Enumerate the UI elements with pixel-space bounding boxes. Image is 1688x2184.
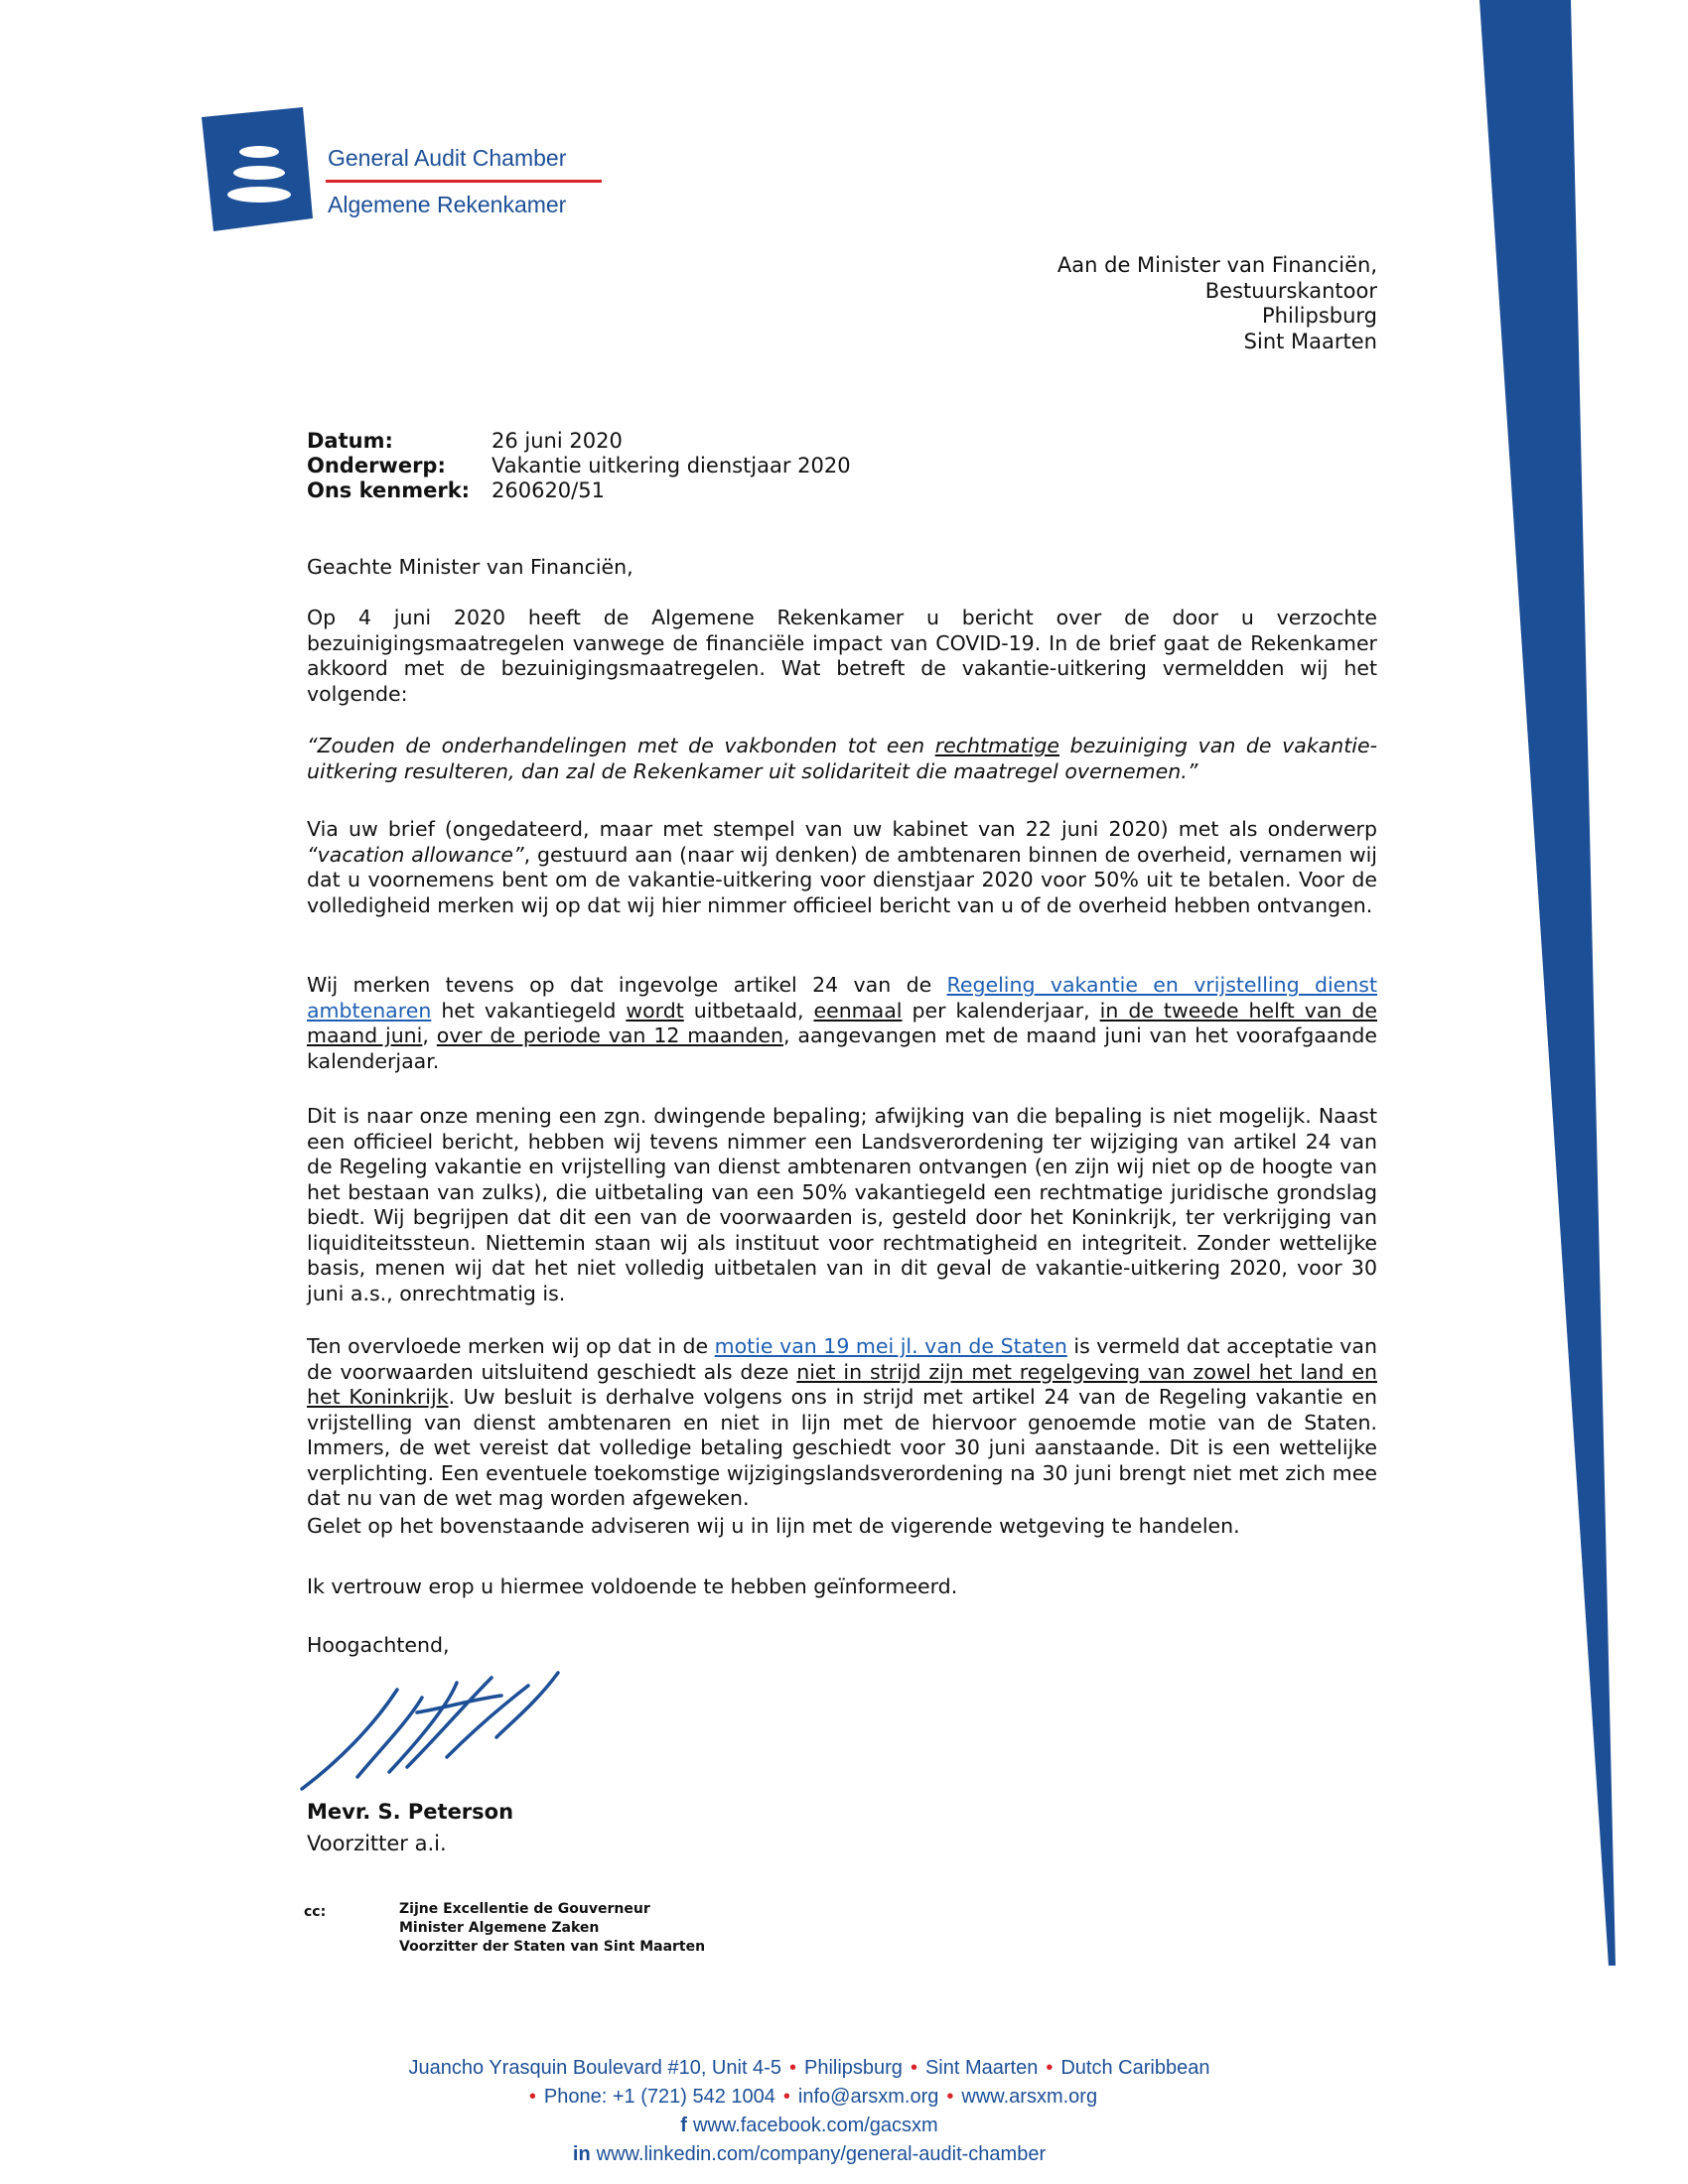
- footer-address: [0, 2057, 1653, 2080]
- footer-phone: Phone: +1 (721) 542 1004: [543, 2086, 775, 2108]
- paragraph-6: [307, 1334, 1377, 1512]
- recipient-line: Bestuurskantoor: [1204, 278, 1377, 303]
- p3-text-a: Via uw brief (ongedateerd, maar met stempel van uw kabinet van 22 juni 2020) met als onderwerp: [307, 817, 1377, 841]
- bullet-icon: •: [788, 2057, 796, 2079]
- linkedin-icon: in: [572, 2143, 591, 2165]
- p4-text-a: Wij merken tevens op dat ingevolge artikel 24 van de: [307, 973, 947, 997]
- reference-label: Ons kenmerk:: [307, 478, 471, 502]
- footer-region: Dutch Caribbean: [1060, 2057, 1210, 2079]
- quote-underlined: rechtmatige: [934, 734, 1059, 757]
- footer-city: Philipsburg: [803, 2057, 903, 2079]
- meta-subject-row: [307, 454, 851, 478]
- p3-emphasis: “vacation allowance”: [307, 842, 524, 867]
- p4-underline-4: over de periode van 12 maanden: [436, 1024, 784, 1047]
- footer-linkedin: [0, 2143, 1653, 2166]
- cc-label: cc:: [304, 1904, 327, 1920]
- p4-underline-2: eenmaal: [813, 998, 903, 1023]
- quote-paragraph: [307, 734, 1377, 784]
- date-label: Datum:: [307, 429, 393, 453]
- cc-item: Zijne Excellentie de Gouverneur: [399, 1901, 650, 1917]
- stacked-discs-logo-icon: [202, 107, 313, 231]
- salutation: Geachte Minister van Financiën,: [307, 555, 633, 579]
- bullet-icon: •: [946, 2086, 954, 2108]
- motie-link[interactable]: motie van 19 mei jl. van de Staten: [714, 1334, 1067, 1358]
- p4-text-c: uitbetaald,: [683, 998, 814, 1023]
- signer-name: Mevr. S. Peterson: [307, 1800, 514, 1824]
- quote-text-b: bezuiniging van de vakantie-uitkering resulteren, dan zal de Rekenkamer uit solidariteit die maatregel overnemen.”: [307, 734, 1377, 783]
- cc-item: Minister Algemene Zaken: [399, 1920, 600, 1936]
- p4-underline-3: in de tweede helft van de maand juni: [307, 998, 1377, 1047]
- org-name-english: General Audit Chamber: [328, 145, 567, 171]
- facebook-link[interactable]: www.facebook.com/gacsxm: [692, 2115, 938, 2136]
- p6-text-c: . Uw besluit is derhalve volgens ons in strijd met artikel 24 van de Regeling vakantie en vrijstelling van dienst ambtenaren en niet in lijn met de hiervoor genoemde motie van de Staten. Immers, de wet vereist dat volledige betaling geschiedt voor 30 juni aanstaande. Dit is een wettelijke verplichting. Een eventuele toekomstige wijzigingslandsverordening na 30 juni brengt niet met zich mee dat nu van de wet mag worden afgeweken.: [307, 1385, 1377, 1510]
- bullet-icon: •: [528, 2086, 536, 2108]
- footer-website[interactable]: www.arsxm.org: [961, 2086, 1098, 2108]
- letter-meta: [307, 429, 851, 503]
- regeling-link[interactable]: Regeling vakantie en vrijstelling dienst ambtenaren: [307, 973, 1378, 1023]
- p6-underline: niet in strijd zijn met regelgeving van zowel het land en het Koninkrijk: [307, 1359, 1377, 1409]
- p6-text-b: is vermeld dat acceptatie van de voorwaarden uitsluitend geschiedt als deze: [307, 1334, 1377, 1384]
- reference-value: 260620/51: [492, 478, 605, 502]
- p3-text-b: , gestuurd aan (naar wij denken) de ambtenaren binnen de overheid, vernamen wij dat u voornemens bent om de vakantie-uitkering voor dienstjaar 2020 voor 50% uit te betalen. Voor de volledigheid merken wij op dat wij hier nimmer officieel bericht van u of de overheid hebben ontvangen.: [307, 842, 1377, 917]
- recipient-line: Sint Maarten: [1243, 329, 1377, 353]
- footer-street: Juancho Yrasquin Boulevard #10, Unit 4-5: [408, 2057, 781, 2079]
- paragraph-4: [307, 973, 1377, 1074]
- p4-text-e: ,: [422, 1024, 437, 1047]
- footer-country: Sint Maarten: [924, 2057, 1039, 2079]
- recipient-address: [1057, 253, 1377, 354]
- cc-item: Voorzitter der Staten van Sint Maarten: [399, 1939, 706, 1955]
- recipient-line: Aan de Minister van Financiën,: [1056, 253, 1377, 277]
- p4-text-d: per kalenderjaar,: [902, 998, 1100, 1023]
- meta-reference-row: [307, 478, 851, 503]
- org-name-dutch: Algemene Rekenkamer: [328, 192, 567, 217]
- bullet-icon: •: [910, 2057, 917, 2079]
- logo-divider: [326, 180, 602, 183]
- subject-value: Vakantie uitkering dienstjaar 2020: [492, 454, 851, 478]
- meta-date-row: [307, 429, 851, 454]
- paragraph-8: Ik vertrouw erop u hiermee voldoende te hebben geïnformeerd.: [307, 1574, 958, 1598]
- signer-role: Voorzitter a.i.: [307, 1832, 447, 1855]
- bullet-icon: •: [1046, 2057, 1054, 2079]
- paragraph-5: Dit is naar onze mening een zgn. dwingende bepaling; afwijking van die bepaling is niet mogelijk. Naast een officieel bericht, hebben wij tevens nimmer een Landsverordening ter wijziging van artikel 24 van de Regeling vakantie en vrijstelling van dienst ambtenaren ontvangen (en zijn wij niet op de hoogte van het bestaan van zulks), die uitbetaling van een 50% vakantiegeld een rechtmatige juridische grondslag biedt. Wij begrijpen dat dit een van de voorwaarden is, gesteld door het Koninkrijk, ter verkrijging van liquiditeitssteun. Niettemin staan wij als instituut voor rechtmatigheid en integriteit. Zonder wettelijke basis, menen wij dat het niet volledig uitbetalen van in dit geval de vakantie-uitkering 2020, voor 30 juni a.s., onrechtmatig is.: [307, 1104, 1377, 1305]
- paragraph-1: Op 4 juni 2020 heeft de Algemene Rekenkamer u bericht over de door u verzochte bezuinigingsmaatregelen vanwege de financiële impact van COVID-19. In de brief gaat de Rekenkamer akkoord met de bezuinigingsmaatregelen. Wat betreft de vakantie-uitkering vermeldden wij het volgende:: [307, 606, 1377, 706]
- p4-text-f: , aangevangen met de maand juni van het voorafgaande kalenderjaar.: [307, 1024, 1377, 1073]
- paragraph-3: [307, 817, 1377, 918]
- p4-text-b: het vakantiegeld: [431, 998, 627, 1023]
- p4-underline-1: wordt: [626, 998, 684, 1023]
- linkedin-link[interactable]: www.linkedin.com/company/general-audit-chamber: [596, 2143, 1047, 2165]
- recipient-line: Philipsburg: [1262, 304, 1377, 328]
- footer-contact: [0, 2086, 1653, 2109]
- p6-text-a: Ten overvloede merken wij op dat in de: [307, 1334, 715, 1358]
- bullet-icon: •: [782, 2086, 790, 2108]
- paragraph-7: Gelet op het bovenstaande adviseren wij u in lijn met de vigerende wetgeving te handelen.: [307, 1514, 1240, 1538]
- quote-text-a: “Zouden de onderhandelingen met de vakbonden tot een: [307, 734, 935, 757]
- facebook-icon: f: [680, 2115, 687, 2136]
- subject-label: Onderwerp:: [307, 454, 446, 478]
- closing-greeting: Hoogachtend,: [307, 1633, 450, 1657]
- footer-email[interactable]: info@arsxm.org: [797, 2086, 939, 2108]
- cc-list: [399, 1900, 705, 1957]
- footer-facebook: [0, 2115, 1653, 2137]
- signature-image: [298, 1668, 566, 1797]
- date-value: 26 juni 2020: [492, 429, 623, 453]
